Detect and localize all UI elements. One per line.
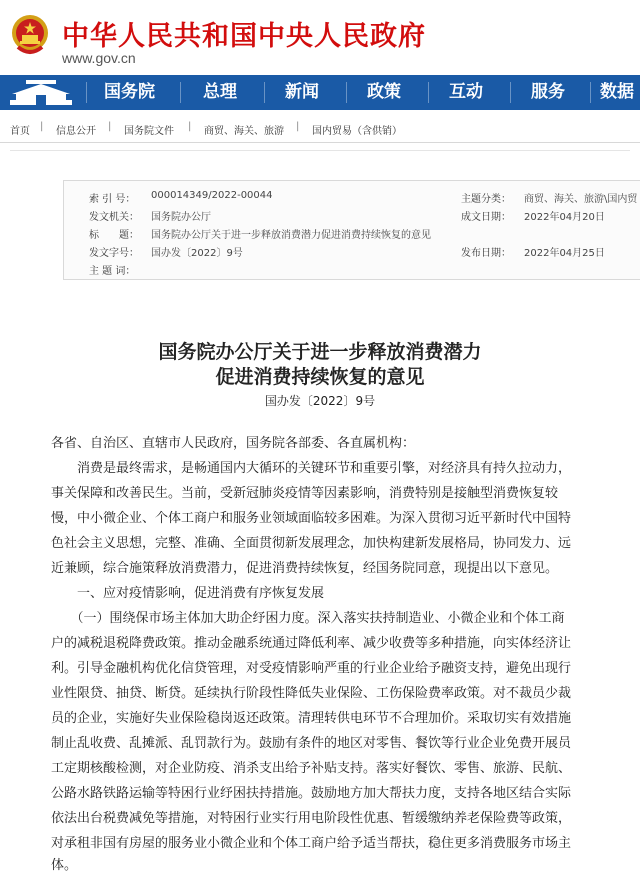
breadcrumb-separator: |	[40, 121, 44, 132]
subject-category-value[interactable]: 商贸、海关、旅游\国内贸	[524, 194, 638, 205]
body-line: 工定期核酸检测，对企业防疫、消杀支出给予补贴支持。落实好餐饮、零售、旅游、民航、	[51, 761, 572, 776]
body-line: 员的企业，实施好失业保险稳岗返还政策。清理转供电环节不合理加价。采取切实有效措施	[51, 711, 572, 726]
body-line: 色社会主义思想，完整、准确、全面贯彻新发展理念，加快构建新发展格局，协同发力、远	[51, 536, 572, 551]
publish-date-label: 发布日期：	[461, 248, 511, 259]
nav-divider	[86, 82, 87, 103]
nav-divider	[264, 82, 265, 103]
nav-item-interaction[interactable]: 互动	[449, 82, 483, 102]
nav-item-premier[interactable]: 总理	[203, 82, 237, 102]
document-title-line-2: 促进消费持续恢复的意见	[215, 366, 425, 388]
body-line: 依法出台税费减免等措施，对特困行业实行用电阶段性优惠、暂缓缴纳养老保险费等政策，	[51, 811, 572, 826]
section-heading: 一、应对疫情影响，促进消费有序恢复发展	[51, 586, 325, 601]
breadcrumb-info-disclosure[interactable]: 信息公开	[56, 126, 96, 137]
breadcrumb-trade-customs-tourism[interactable]: 商贸、海关、旅游	[204, 126, 284, 137]
nav-divider	[428, 82, 429, 103]
body-line: 利。引导金融机构优化信贷管理，对受疫情影响严重的行业企业给予融资支持，避免出现行	[51, 661, 572, 676]
nav-item-service[interactable]: 服务	[531, 82, 565, 102]
breadcrumb-domestic-trade[interactable]: 国内贸易（含供销）	[312, 126, 402, 137]
site-header	[0, 0, 640, 75]
publish-date-value: 2022年04月25日	[524, 248, 605, 259]
subject-category-label: 主题分类：	[461, 194, 511, 205]
body-line: 各省、自治区、直辖市人民政府，国务院各部委、各直属机构：	[51, 436, 416, 451]
issuing-authority-value: 国务院办公厅	[151, 212, 211, 223]
body-line: 户的减税退税降费政策。推动金融系统通过降低利率、减少收费等多种措施，向实体经济让	[51, 636, 572, 651]
document-number: 国办发〔2022〕9号	[264, 394, 376, 408]
body-line: （一）围绕保市场主体加大助企纾困力度。深入落实扶持制造业、小微企业和个体工商	[51, 611, 565, 626]
document-info-box	[63, 180, 640, 280]
body-line: 对承租非国有房屋的服务业小微企业和个体工商户给予适当帮扶，稳住更多消费服务市场主	[51, 836, 572, 851]
nav-item-state-council[interactable]: 国务院	[104, 82, 155, 102]
index-number-label: 索 引 号：	[89, 194, 136, 205]
body-line: 体。	[51, 858, 78, 873]
tiananmen-home-icon[interactable]	[6, 78, 76, 107]
nav-divider	[510, 82, 511, 103]
body-line: 事关保障和改善民生。当前，受新冠肺炎疫情等因素影响，消费特别是接触型消费恢复较	[51, 486, 559, 501]
written-date-value: 2022年04月20日	[524, 212, 605, 223]
title-value: 国务院办公厅关于进一步释放消费潜力促进消费持续恢复的意见	[151, 230, 431, 241]
body-line: 制止乱收费、乱摊派、乱罚款行为。鼓励有条件的地区对零售、餐饮等行业企业免费开展员	[51, 736, 572, 751]
body-line: 消费是最终需求，是畅通国内大循环的关键环节和重要引擎，对经济具有持久拉动力，	[51, 461, 572, 476]
document-number-value: 国办发〔2022〕9号	[151, 248, 243, 259]
breadcrumb-home[interactable]: 首页	[10, 126, 30, 137]
document-title-line-1: 国务院办公厅关于进一步释放消费潜力	[158, 341, 482, 363]
content-divider	[10, 150, 630, 151]
body-line: 慢，中小微企业、个体工商户和服务业领域面临较多困难。为深入贯彻习近平新时代中国特	[51, 511, 572, 526]
nav-item-data[interactable]: 数据	[600, 82, 634, 102]
breadcrumb-separator: |	[296, 121, 300, 132]
nav-divider	[590, 82, 591, 103]
nav-item-news[interactable]: 新闻	[285, 82, 319, 102]
keywords-label: 主 题 词：	[89, 266, 136, 277]
site-title[interactable]: 中华人民共和国中央人民政府	[62, 21, 426, 52]
body-line: 公路水路铁路运输等特困行业纾困扶持措施。鼓励地方加大帮扶力度，支持各地区结合实际	[51, 786, 572, 801]
breadcrumb-separator: |	[188, 121, 192, 132]
document-number-label: 发文字号：	[89, 248, 139, 259]
index-number-value: 000014349/2022-00044	[151, 190, 273, 201]
title-label: 标 题：	[89, 230, 139, 241]
body-line: 业性限贷、抽贷、断贷。延续执行阶段性降低失业保险、工伤保险费率政策。对不裁员少裁	[51, 686, 572, 701]
breadcrumb	[0, 114, 640, 143]
nav-divider	[180, 82, 181, 103]
nav-item-policy[interactable]: 政策	[367, 82, 401, 102]
body-line: 近兼顾，综合施策释放消费潜力，促进消费持续恢复，经国务院同意，现提出以下意见。	[51, 561, 559, 576]
breadcrumb-state-council-docs[interactable]: 国务院文件	[124, 126, 174, 137]
nav-divider	[346, 82, 347, 103]
written-date-label: 成文日期：	[461, 212, 511, 223]
national-emblem-icon[interactable]	[10, 13, 50, 57]
main-nav	[0, 75, 640, 110]
breadcrumb-separator: |	[108, 121, 112, 132]
issuing-authority-label: 发文机关：	[89, 212, 139, 223]
site-url[interactable]: www.gov.cn	[62, 50, 136, 66]
